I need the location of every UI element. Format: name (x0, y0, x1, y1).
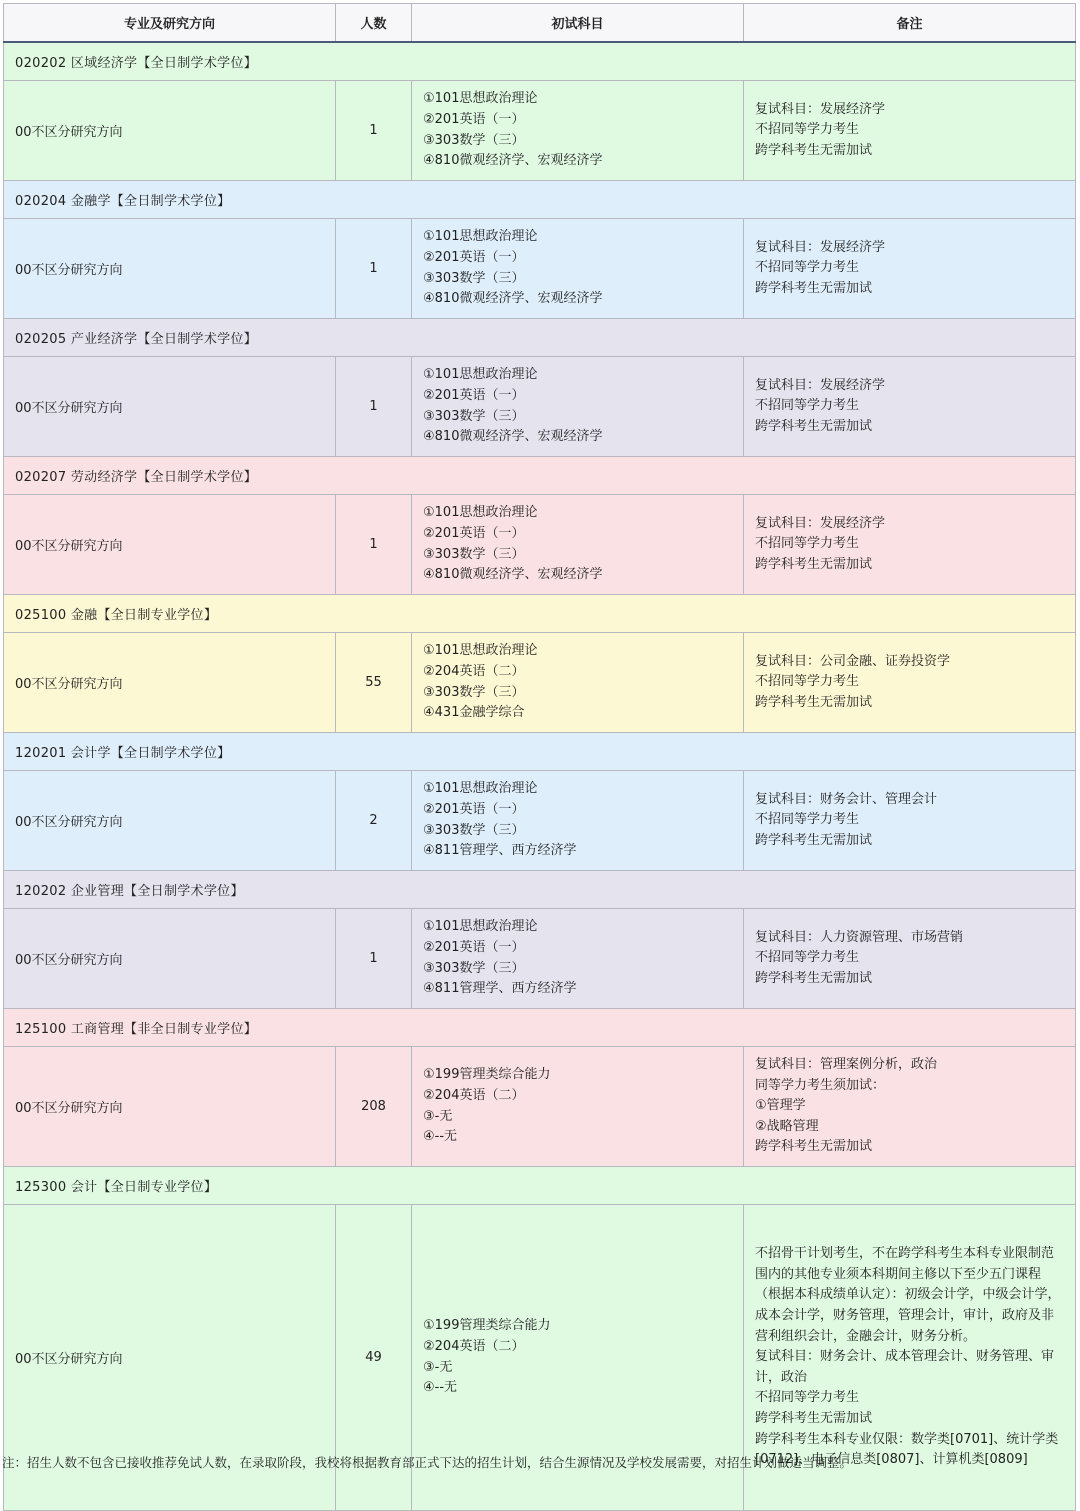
section-title: 020202 区域经济学【全日制学术学位】 (4, 42, 1076, 81)
research-direction: 00不区分研究方向 (4, 1205, 336, 1511)
exam-subject-item: ③303数学（三） (423, 960, 525, 976)
enrollment-count: 2 (336, 771, 412, 871)
exam-subject-item: ③-无 (423, 1108, 453, 1124)
section-title: 020204 金融学【全日制学术学位】 (4, 181, 1076, 219)
exam-subject-item: ②201英语（一） (423, 939, 525, 955)
exam-subject-item: ②201英语（一） (423, 801, 525, 817)
section-header-row (4, 181, 1076, 219)
exam-subjects (412, 633, 744, 733)
exam-subjects (412, 771, 744, 871)
remark-line: 跨学科考生无需加试 (755, 1410, 873, 1426)
section-header-row (4, 595, 1076, 633)
exam-subject-item: ④810微观经济学、宏观经济学 (423, 153, 603, 169)
research-direction: 00不区分研究方向 (4, 633, 336, 733)
remark-line: 不招同等学力考生 (755, 398, 860, 414)
section-title: 020207 劳动经济学【全日制学术学位】 (4, 457, 1076, 495)
exam-subject-item: ①101思想政治理论 (423, 505, 538, 521)
remark-line: 不招同等学力考生 (755, 260, 860, 276)
exam-subject-item: ①101思想政治理论 (423, 229, 538, 245)
exam-subjects (412, 81, 744, 181)
section-detail-row (4, 495, 1076, 595)
exam-subject-item: ②201英语（一） (423, 249, 525, 265)
exam-subject-item: ④811管理学、西方经济学 (423, 843, 577, 859)
enrollment-count: 55 (336, 633, 412, 733)
enrollment-count: 1 (336, 219, 412, 319)
remark-line: 不招同等学力考生 (755, 122, 860, 138)
exam-subject-item: ④811管理学、西方经济学 (423, 981, 577, 997)
section-detail-row (4, 1047, 1076, 1167)
exam-subject-item: ③303数学（三） (423, 408, 525, 424)
remarks (744, 1047, 1076, 1167)
section-detail-row (4, 219, 1076, 319)
exam-subject-item: ④--无 (423, 1380, 458, 1396)
exam-subject-item: ④810微观经济学、宏观经济学 (423, 429, 603, 445)
exam-subject-item: ③303数学（三） (423, 546, 525, 562)
header-major: 专业及研究方向 (4, 4, 336, 43)
remark-line: 不招同等学力考生 (755, 1390, 860, 1406)
remark-line: 跨学科考生无需加试 (755, 832, 873, 848)
exam-subjects (412, 219, 744, 319)
exam-subject-item: ④431金融学综合 (423, 705, 525, 721)
remark-line: 复试科目：财务会计、管理会计 (755, 791, 938, 807)
section-detail-row (4, 909, 1076, 1009)
section-header-row (4, 1167, 1076, 1205)
exam-subject-item: ③-无 (423, 1359, 453, 1375)
research-direction: 00不区分研究方向 (4, 81, 336, 181)
remark-line: 跨学科考生无需加试 (755, 142, 873, 158)
remarks (744, 357, 1076, 457)
section-title: 120202 企业管理【全日制学术学位】 (4, 871, 1076, 909)
section-header-row (4, 871, 1076, 909)
remarks (744, 771, 1076, 871)
remark-line: 复试科目：发展经济学 (755, 239, 886, 255)
enrollment-count: 1 (336, 357, 412, 457)
header-subjects: 初试科目 (412, 4, 744, 43)
table-body (4, 42, 1076, 1511)
section-detail-row (4, 771, 1076, 871)
section-title: 025100 金融【全日制专业学位】 (4, 595, 1076, 633)
section-title: 125100 工商管理【非全日制专业学位】 (4, 1009, 1076, 1047)
remark-line: 不招骨干计划考生，不在跨学科考生本科专业限制范围内的其他专业须本科期间主修以下至少五门课程（根据本科成绩单认定）：初级会计学，中级会计学，成本会计学，财务管理，管理会计，审计，政府及非营利组织会计，金融会计，财务分析。 (755, 1246, 1061, 1344)
exam-subjects (412, 357, 744, 457)
section-detail-row (4, 633, 1076, 733)
exam-subject-item: ①199管理类综合能力 (423, 1067, 551, 1083)
exam-subject-item: ①101思想政治理论 (423, 919, 538, 935)
remarks (744, 219, 1076, 319)
exam-subject-item: ①101思想政治理论 (423, 367, 538, 383)
exam-subject-item: ①101思想政治理论 (423, 781, 538, 797)
remark-line: 复试科目：管理案例分析，政治 (755, 1057, 938, 1073)
exam-subject-item: ③303数学（三） (423, 270, 525, 286)
exam-subject-item: ①101思想政治理论 (423, 91, 538, 107)
section-title: 020205 产业经济学【全日制学术学位】 (4, 319, 1076, 357)
enrollment-count: 1 (336, 495, 412, 595)
header-notes: 备注 (744, 4, 1076, 43)
section-detail-row (4, 357, 1076, 457)
admissions-table-container (3, 3, 1075, 1511)
exam-subject-item: ②204英语（二） (423, 1338, 525, 1354)
exam-subject-item: ②204英语（二） (423, 1087, 525, 1103)
exam-subject-item: ④810微观经济学、宏观经济学 (423, 567, 603, 583)
remark-line: 复试科目：发展经济学 (755, 377, 886, 393)
section-detail-row (4, 81, 1076, 181)
exam-subject-item: ②201英语（一） (423, 387, 525, 403)
section-header-row (4, 457, 1076, 495)
remark-line: 跨学科考生无需加试 (755, 556, 873, 572)
exam-subject-item: ②204英语（二） (423, 663, 525, 679)
remark-line: 跨学科考生无需加试 (755, 970, 873, 986)
header-count: 人数 (336, 4, 412, 43)
exam-subject-item: ①199管理类综合能力 (423, 1318, 551, 1334)
table-header-row (4, 4, 1076, 43)
remarks (744, 633, 1076, 733)
exam-subjects (412, 1047, 744, 1167)
remark-line: 跨学科考生无需加试 (755, 694, 873, 710)
enrollment-count: 49 (336, 1205, 412, 1511)
remark-line: ①管理学 (755, 1098, 806, 1114)
remarks (744, 81, 1076, 181)
remarks (744, 495, 1076, 595)
footnote: 注：招生人数不包含已接收推荐免试人数，在录取阶段，我校将根据教育部正式下达的招生计划，结合生源情况及学校发展需要，对招生计划做适当调整。 (2, 1455, 853, 1470)
remark-line: 不招同等学力考生 (755, 674, 860, 690)
research-direction: 00不区分研究方向 (4, 357, 336, 457)
research-direction: 00不区分研究方向 (4, 495, 336, 595)
remark-line: 跨学科考生本科专业仅限：数学类[0701]、统计学类[0712]、电子信息类[0807]、计算机类[0809] (755, 1431, 1059, 1468)
section-header-row (4, 733, 1076, 771)
exam-subjects (412, 909, 744, 1009)
section-header-row (4, 1009, 1076, 1047)
section-header-row (4, 42, 1076, 81)
enrollment-count: 1 (336, 81, 412, 181)
enrollment-count: 1 (336, 909, 412, 1009)
research-direction: 00不区分研究方向 (4, 771, 336, 871)
exam-subject-item: ②201英语（一） (423, 525, 525, 541)
enrollment-count: 208 (336, 1047, 412, 1167)
remark-line: 复试科目：发展经济学 (755, 101, 886, 117)
admissions-table (3, 3, 1076, 1511)
research-direction: 00不区分研究方向 (4, 1047, 336, 1167)
remark-line: 跨学科考生无需加试 (755, 280, 873, 296)
remark-line: ②战略管理 (755, 1118, 819, 1134)
exam-subject-item: ①101思想政治理论 (423, 643, 538, 659)
remark-line: 跨学科考生无需加试 (755, 418, 873, 434)
research-direction: 00不区分研究方向 (4, 219, 336, 319)
exam-subject-item: ③303数学（三） (423, 822, 525, 838)
research-direction: 00不区分研究方向 (4, 909, 336, 1009)
remark-line: 复试科目：公司金融、证券投资学 (755, 653, 951, 669)
section-title: 120201 会计学【全日制学术学位】 (4, 733, 1076, 771)
exam-subjects (412, 495, 744, 595)
exam-subject-item: ④810微观经济学、宏观经济学 (423, 291, 603, 307)
remark-line: 复试科目：发展经济学 (755, 515, 886, 531)
section-title: 125300 会计【全日制专业学位】 (4, 1167, 1076, 1205)
remark-line: 不招同等学力考生 (755, 950, 860, 966)
remark-line: 不招同等学力考生 (755, 536, 860, 552)
remark-line: 跨学科考生无需加试 (755, 1139, 873, 1155)
remark-line: 不招同等学力考生 (755, 812, 860, 828)
remark-line: 同等学力考生须加试： (755, 1077, 886, 1093)
remarks (744, 909, 1076, 1009)
exam-subject-item: ②201英语（一） (423, 111, 525, 127)
exam-subject-item: ③303数学（三） (423, 132, 525, 148)
remark-line: 复试科目：财务会计、成本管理会计、财务管理、审计，政治 (755, 1349, 1055, 1385)
exam-subject-item: ③303数学（三） (423, 684, 525, 700)
remark-line: 复试科目：人力资源管理、市场营销 (755, 929, 964, 945)
section-header-row (4, 319, 1076, 357)
exam-subject-item: ④--无 (423, 1129, 458, 1145)
